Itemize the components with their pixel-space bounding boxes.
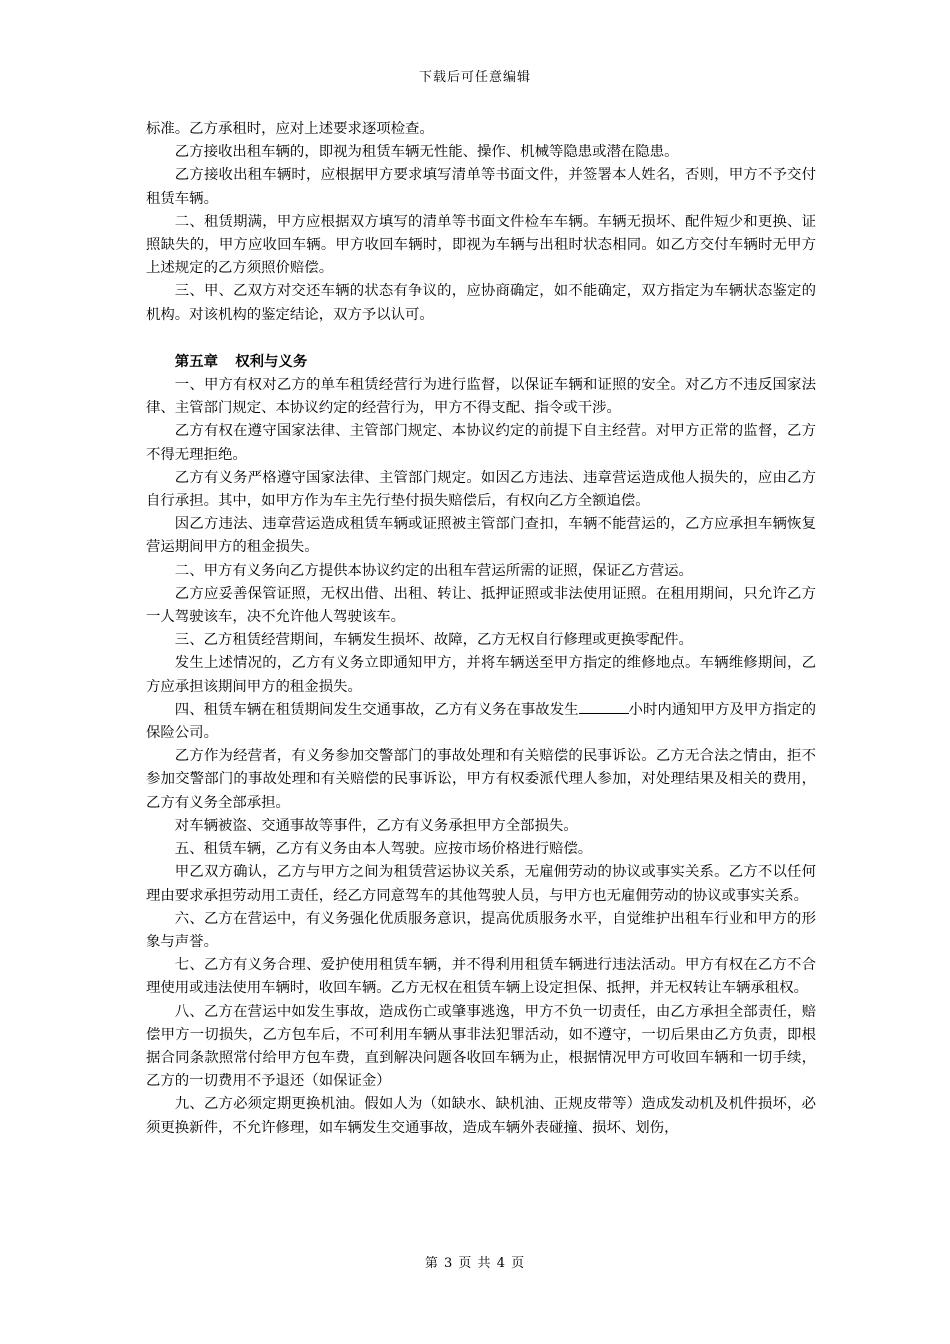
- paragraph: 六、乙方在营运中，有义务强化优质服务意识，提高优质服务水平，自觉维护出租车行业和甲方的形象与声誉。: [146, 910, 816, 950]
- paragraph: 三、乙方租赁经营期间，车辆发生损坏、故障，乙方无权自行修理或更换零配件。: [174, 632, 693, 649]
- paragraph: 五、租赁车辆，乙方有义务由本人驾驶。应按市场价格进行赔偿。: [174, 841, 593, 858]
- chapter-heading: [146, 351, 816, 374]
- paragraph: 二、租赁期满，甲方应根据双方填写的清单等书面文件检车车辆。车辆无损坏、配件短少和更换、证照缺失的，甲方应收回车辆。甲方收回车辆时，即视为车辆与出租时状态相同。如乙方交付车辆时无甲方上述规定的乙方须照价赔偿。: [146, 213, 816, 277]
- document-body: [146, 118, 816, 1140]
- paragraph: 乙方应妥善保管证照，无权出借、出租、转让、抵押证照或非法使用证照。在租用期间，只允许乙方一人驾驶该车，决不允许他人驾驶该车。: [146, 585, 816, 626]
- section-spacer: [146, 327, 816, 351]
- paragraph: 八、乙方在营运中如发生事故，造成伤亡或肇事逃逸，甲方不负一切责任，由乙方承担全部责任，赔偿甲方一切损失，乙方包车后，不可利用车辆从事非法犯罪活动，如不遵守，一切后果由乙方负责，即根据合同条款照常付给甲方包车费，直到解决问题各收回车辆为止，根据情况甲方可收回车辆和一切手续，乙方的一切费用不予退还（如保证金）: [146, 1003, 816, 1090]
- paragraph: 乙方作为经营者，有义务参加交警部门的事故处理和有关赔偿的民事诉讼。乙方无合法之情由，拒不参加交警部门的事故处理和有关赔偿的民事诉讼，甲方有权委派代理人参加，对处理结果及相关的费用，乙方有义务全部承担。: [146, 748, 816, 811]
- page-header: 下载后可任意编辑: [418, 70, 531, 85]
- paragraph: 二、甲方有义务向乙方提供本协议约定的出租车营运所需的证照，保证乙方营运。: [174, 562, 693, 579]
- paragraph-with-blank: [146, 699, 816, 745]
- paragraph: 甲乙双方确认，乙方与甲方之间为租赁营运协议关系，无雇佣劳动的协议或事实关系。乙方不以任何理由要求承担劳动用工责任，经乙方同意驾车的其他驾驶人员，与甲方也无雇佣劳动的协议或事实关系。: [146, 864, 816, 904]
- paragraph: 七、乙方有义务合理、爱护使用租赁车辆，并不得利用租赁车辆进行违法活动。甲方有权在乙方不合理使用或违法使用车辆时，收回车辆。乙方无权在租赁车辆上设定担保、抵押，并无权转让车辆承租权。: [146, 957, 816, 997]
- paragraph: 因乙方违法、违章营运造成租赁车辆或证照被主管部门查扣，车辆不能营运的，乙方应承担车辆恢复营运期间甲方的租金损失。: [146, 516, 816, 556]
- paragraph-text-after-blank: 小时内通知甲方及甲方指定的保险公司。: [146, 701, 816, 742]
- paragraph: 对车辆被盗、交通事故等事件，乙方有义务承担甲方全部损失。: [174, 817, 578, 834]
- chapter-title: 权利与义务: [235, 353, 308, 370]
- paragraph: 一、甲方有权对乙方的单车租赁经营行为进行监督，以保证车辆和证照的安全。对乙方不违反国家法律、主管部门规定、本协议约定的经营行为，甲方不得支配、指令或干涉。: [146, 377, 816, 417]
- paragraph: 三、甲、乙双方对交还车辆的状态有争议的，应协商确定，如不能确定，双方指定为车辆状态鉴定的机构。对该机构的鉴定结论，双方予以认可。: [146, 283, 816, 323]
- paragraph: 乙方接收出租车辆时，应根据甲方要求填写清单等书面文件，并签署本人姓名，否则，甲方不予交付租赁车辆。: [146, 167, 816, 207]
- paragraph: 九、乙方必须定期更换机油。假如人为（如缺水、缺机油、正规皮带等）造成发动机及机件损坏，必须更换新件，不允许修理，如车辆发生交通事故，造成车辆外表碰撞、损坏、划伤，: [146, 1096, 816, 1136]
- paragraph: 乙方有义务严格遵守国家法律、主管部门规定。如因乙方违法、违章营运造成他人损失的，应由乙方自行承担。其中，如甲方作为车主先行垫付损失赔偿后，有权向乙方全额追偿。: [146, 469, 816, 510]
- fill-in-blank: [579, 699, 629, 714]
- paragraph: 发生上述情况的，乙方有义务立即通知甲方，并将车辆送至甲方指定的维修地点。车辆维修期间，乙方应承担该期间甲方的租金损失。: [146, 655, 816, 695]
- chapter-number: 第五章: [174, 353, 218, 370]
- paragraph: 乙方接收出租车辆的，即视为租赁车辆无性能、操作、机械等隐患或潜在隐患。: [174, 144, 679, 161]
- paragraph: 乙方有权在遵守国家法律、主管部门规定、本协议约定的前提下自主经营。对甲方正常的监督，乙方不得无理拒绝。: [146, 423, 816, 463]
- paragraph: 标准。乙方承租时，应对上述要求逐项检查。: [146, 121, 434, 137]
- page-footer: 第 3 页 共 4 页: [424, 1256, 526, 1271]
- paragraph-text-before-blank: 四、租赁车辆在租赁期间发生交通事故，乙方有义务在事故发生: [174, 701, 579, 718]
